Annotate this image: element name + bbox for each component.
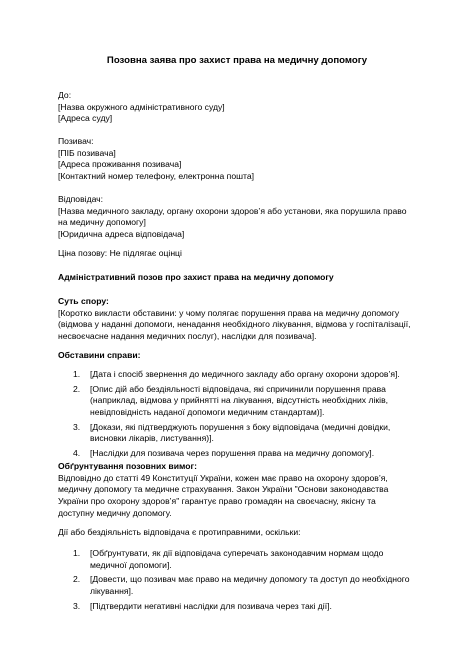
plaintiff-label: Позивач: xyxy=(58,136,94,146)
list-item-text: невідповідність наданої допомоги медичним стандартам)]. xyxy=(90,407,325,418)
list-item xyxy=(58,369,428,381)
grounds-line-1: Відповідно до статті 49 Конституції України, кожен має право на охорону здоров’я, xyxy=(58,472,388,483)
grounds-line-4: доступну медичну допомогу. xyxy=(58,507,172,518)
plaintiff-contacts: [Контактний номер телефону, електронна пошта] xyxy=(58,171,255,182)
defendant-label: Відповідач: xyxy=(58,194,104,204)
list-item-number: 2. xyxy=(73,383,81,394)
plaintiff-address: [Адреса проживання позивача] xyxy=(58,159,182,170)
list-item xyxy=(58,422,428,445)
grounds-block xyxy=(58,461,428,519)
defendant-block xyxy=(58,194,428,241)
list-item-text: лікування]. xyxy=(90,586,134,597)
list-item xyxy=(58,574,428,597)
plaintiff-name: [ПІБ позивача] xyxy=(58,147,116,158)
document-title: Позовна заява про захист права на медичну допомогу xyxy=(106,55,368,66)
claim-heading: Адміністративний позов про захист права на медичну допомогу xyxy=(58,272,334,282)
essence-line-3: несвоєчасне надання медичних послуг), наслідки для позивача]. xyxy=(58,331,317,342)
court-label: До: xyxy=(58,90,72,100)
list-item-number: 3. xyxy=(73,421,81,432)
court-block xyxy=(58,90,428,125)
essence-block xyxy=(58,296,428,343)
court-name: [Назва окружного адміністративного суду] xyxy=(58,101,225,112)
list-item-number: 1. xyxy=(73,548,81,558)
essence-line-2: (відмова у наданні допомоги, ненадання необхідного лікування, відмова у госпіталізації, xyxy=(58,319,411,330)
list-item-text: [Підтвердити негативні наслідки для позивача через такі дії]. xyxy=(90,600,332,611)
defendant-address: [Юридична адреса відповідача] xyxy=(58,229,185,240)
list-item-number: 1. xyxy=(73,369,81,379)
list-item-text: [Довести, що позивач має право на медичну допомогу та доступ до необхідного xyxy=(90,574,410,585)
grounds-line-2: медичну допомогу та медичне страхування. Закон України "Основи законодавства xyxy=(58,484,389,495)
essence-heading: Суть спору: xyxy=(58,296,109,306)
unlawful-intro: Дії або бездіяльність відповідача є протиправними, оскільки: xyxy=(58,527,301,537)
grounds-line-3: України про охорону здоров’я" гарантує право громадян на своєчасну, якісну та xyxy=(58,496,376,507)
circumstances-list xyxy=(58,369,428,460)
list-item-text: [Дата і спосіб звернення до медичного закладу або органу охорони здоров’я]. xyxy=(90,369,400,379)
list-item-text: [Наслідки для позивача через порушення права на медичну допомогу]. xyxy=(90,448,375,459)
unlawful-list xyxy=(58,548,428,612)
list-item-number: 4. xyxy=(73,448,81,459)
list-item-text: [Докази, які підтверджують порушення з боку відповідача (медичні довідки, xyxy=(90,421,391,432)
list-item-text: (наприклад, відмова у прийнятті на лікування, відсутність необхідних ліків, xyxy=(90,395,389,406)
essence-line-1: [Коротко викласти обставини: у чому полягає порушення права на медичну допомогу xyxy=(58,307,400,318)
claim-price: Ціна позову: Не підлягає оцінці xyxy=(58,248,182,258)
defendant-name-line-1: [Назва медичного закладу, органу охорони здоров’я або установи, яка порушила право xyxy=(58,205,407,216)
list-item xyxy=(58,601,428,613)
list-item-number: 2. xyxy=(73,574,81,585)
defendant-name-line-2: на медичну допомогу] xyxy=(58,217,146,228)
plaintiff-block xyxy=(58,136,428,183)
list-item xyxy=(58,548,428,571)
list-item-text: висновки лікарів, листування)]. xyxy=(90,433,214,444)
list-item-text: медичної допомоги]. xyxy=(90,559,172,570)
list-item xyxy=(58,384,428,419)
court-address: [Адреса суду] xyxy=(58,113,113,124)
list-item xyxy=(58,448,428,460)
list-item-text: [Опис дій або бездіяльності відповідача, які спричинили порушення права xyxy=(90,383,386,394)
circumstances-heading: Обставини справи: xyxy=(58,350,141,360)
grounds-heading: Обґрунтування позовних вимог: xyxy=(58,461,197,471)
list-item-text: [Обґрунтувати, як дії відповідача суперечать законодавчим нормам щодо xyxy=(90,548,384,558)
list-item-number: 3. xyxy=(73,600,81,611)
